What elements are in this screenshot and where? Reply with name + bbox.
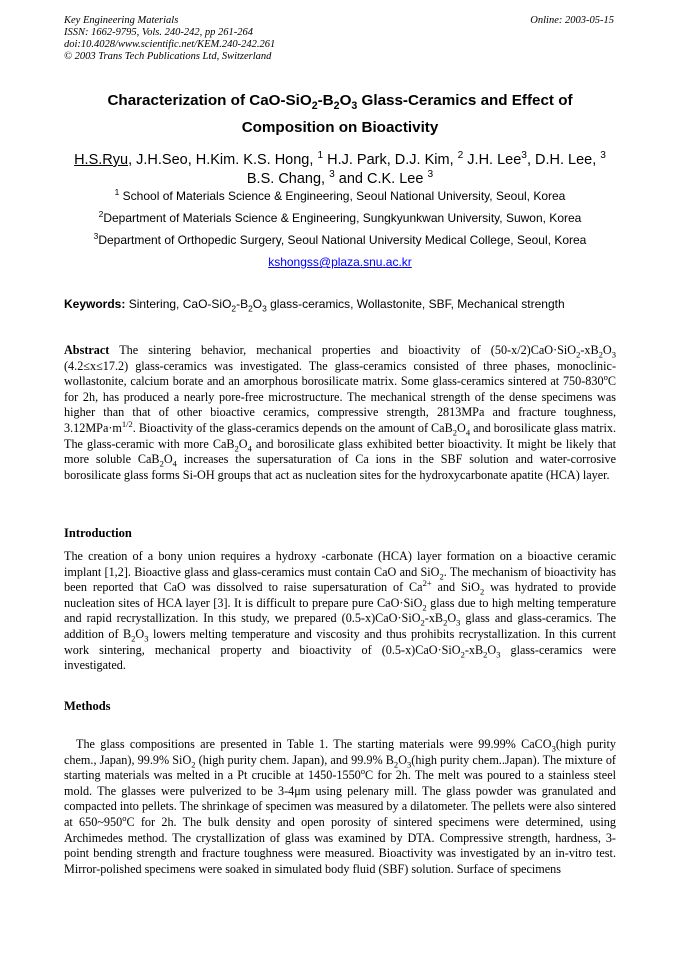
journal-name: Key Engineering Materials xyxy=(64,15,179,26)
first-author: H.S.Ryu xyxy=(74,152,129,168)
introduction-heading: Introduction xyxy=(64,526,132,540)
keywords: Keywords: Sintering, CaO-$SiO_2-B_2O_3$ glass-ceramics, Wollastonite, SBF, Mechanical strength xyxy=(64,297,565,314)
affiliation-3: $^3$Department of Orthopedic Surgery, Seoul National University Medical College, Seoul, Korea xyxy=(93,231,587,247)
paper-title xyxy=(64,87,616,141)
author-list: H.S.Ryu, J.H.Seo, H.Kim. K.S. Hong, $^1$ H.J. Park, D.J. Kim, $^2$ J.H. Lee$^3$, D.H. Lee, $^3$ B.S. Chang, $^3$ and C.K. Lee $^3$ xyxy=(74,150,606,187)
introduction-text: The creation of a bony union requires a hydroxy -carbonate (HCA) layer formation on a bioactive ceramic implant [1,2]. Bioactive glass and glass-ceramics must contain CaO and SiO$_2$. The mechanism of bioactivity has been reported that CaO was dissolved to raise supersaturation of $Ca^{2+}$ and SiO$_2$ was hydrated to provide nucleation sites of HCA layer [3]. It is difficult to prepare pure CaO·SiO$_2$ glass due to high melting temperature and rapid recrystallization. In this study, we prepared $(0.5-x)CaO\cdot SiO_2-xB_2O_3$ glass and glass-ceramics. The addition of $B_2O_3$ lowers melting temperature and viscosity and thus prohibits recrystallization. In this current work sintering, mechanical property and bioactivity of $(0.5-x)CaO\cdot SiO_2-xB_2O_3$ glass-ceramics were investigated. xyxy=(64,549,617,673)
methods-text: The glass compositions are presented in Table 1. The starting materials were 99.99% CaCO$_3$(high purity chem., Japan), 99.9% SiO$_2$ (high purity chem. Japan), and 99.9% $B_2O_3(high$ purity chem..Japan). The mixture of starting materials was melted in a Pt crucible at 1450-1550$^o$C for 2h. The melt was poured to a stainless steel mold. The glasses were pulverized to be 3-4μm using pelenary mill. The glass powder was granulated and compacted into pellets. The shrinkage of specimen was measured by a dilatometer. The pellets were also sintered at 650~950$^o$C for 2h. The bulk density and open porosity of sintered specimens were determined, using Archimedes method. The crystallization of glass was examined by DTA. Compressive strength, hardness, 3-point bending strength and fracture toughness were measured. Bioactivity was investigated by an in-vitro test. Mirror-polished specimens were soaked in simulated body fluid (SBF) solution. Surface of specimens xyxy=(64,737,616,876)
keywords-label: Keywords: xyxy=(64,297,126,311)
contact-email xyxy=(64,255,616,269)
doi-line: doi:10.4028/www.scientific.net/KEM.240-242.261 xyxy=(64,39,276,50)
affiliation-2: $^2$Department of Materials Science & Engineering, Sungkyunkwan University, Suwon, Korea xyxy=(98,209,582,225)
abstract: Abstract The sintering behavior, mechanical properties and bioactivity of $(50-x/2)CaO\cdot SiO_2-xB_2O_3$ (4.2≤x≤17.2) glass-ceramics was investigated. The glass-ceramics consisted of three phases, monoclinic-wollastonite, calcium borate and an amorphous borosilicate matrix. Some glass-ceramics sintered at 750-830$^o$C for 2h, has produced a nearly pore-free microstructure. The mechanical strength of the dense specimens was higher than that of other bioactive ceramics, compressive strength, 2813MPa and fracture toughness, $3.12MPa\cdot m^{1/2}$. Bioactivity of the glass-ceramics depends on the amount of $CaB_2O_4$ and borosilicate glass matrix. The glass-ceramic with more $CaB_2O_4$ and borosilicate glass exhibited better bioactivity. It might be likely that more soluble $CaB_2O_4$ increases the supersaturation of Ca ions in the SBF solution and water-corrosive borosilicate glass forms Si-OH groups that act as nucleation sites for the hydroxycarbonate apatite (HCA) layer. xyxy=(64,343,617,482)
affiliation-1: $^1$ School of Materials Science & Engineering, Seoul National University, Seoul, Korea xyxy=(114,187,566,203)
abstract-label: Abstract xyxy=(64,343,110,357)
copyright-line: © 2003 Trans Tech Publications Ltd, Switzerland xyxy=(64,51,272,62)
methods-heading: Methods xyxy=(64,699,111,713)
title-line-2: Composition on Bioactivity xyxy=(241,119,439,136)
journal-header xyxy=(64,15,275,63)
issn-line: ISSN: 1662-9795, Vols. 240-242, pp 261-264 xyxy=(64,27,253,38)
email-link[interactable]: kshongss@plaza.snu.ac.kr xyxy=(268,255,412,269)
title-line-1: Characterization of CaO-$SiO_2-B_2O_3$ Glass-Ceramics and Effect of xyxy=(107,92,573,113)
online-date: Online: 2003-05-15 xyxy=(530,15,614,26)
